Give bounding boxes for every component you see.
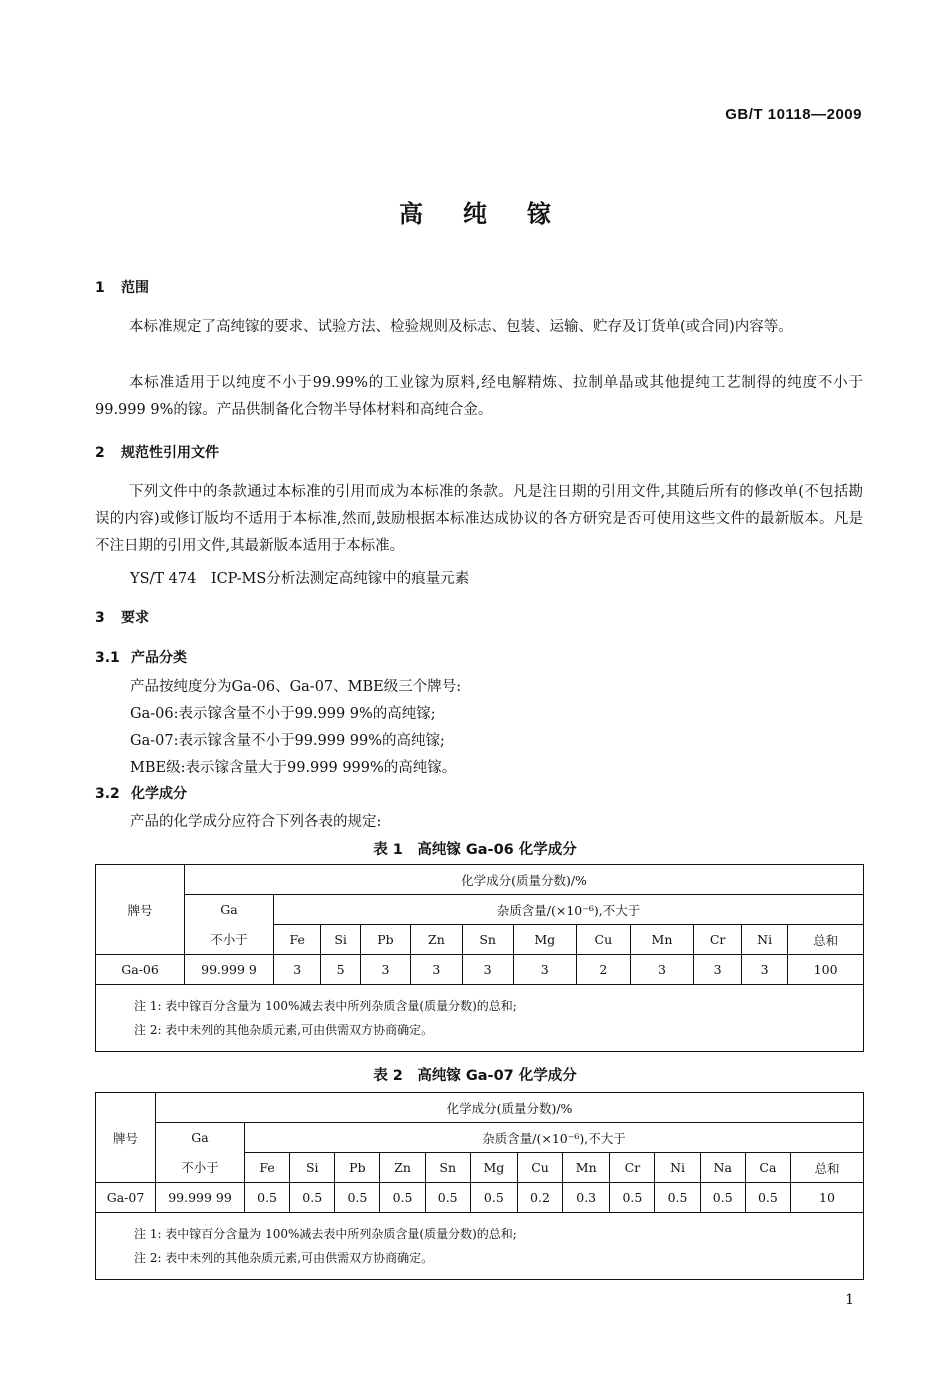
element-header: Cu — [576, 925, 630, 955]
page-number: 1 — [845, 1292, 854, 1308]
value-cell: 0.5 — [700, 1183, 745, 1213]
grade-header: 牌号 — [96, 1093, 156, 1183]
chem-composition-header: 化学成分(质量分数)/% — [185, 865, 864, 895]
section-3-2-heading — [95, 783, 187, 803]
element-header: Ni — [742, 925, 788, 955]
element-header: Cr — [694, 925, 742, 955]
element-header: Ni — [655, 1153, 700, 1183]
classification-line-2: Ga-06:表示镓含量不小于99.999 9%的高纯镓; — [130, 706, 436, 722]
element-header: Mg — [513, 925, 576, 955]
classification-line-3: Ga-07:表示镓含量不小于99.999 99%的高纯镓; — [130, 733, 445, 749]
table-notes — [96, 1213, 864, 1280]
note-2: 注 2: 表中未列的其他杂质元素,可由供需双方协商确定。 — [134, 1251, 434, 1265]
value-cell: 0.5 — [655, 1183, 700, 1213]
value-cell: 0.3 — [563, 1183, 610, 1213]
section-title: 产品分类 — [131, 650, 187, 666]
classification-line-1: 产品按纯度分为Ga-06、Ga-07、MBE级三个牌号: — [130, 679, 462, 695]
element-header: 总和 — [788, 925, 864, 955]
impurity-header: 杂质含量/(×10⁻⁶),不大于 — [245, 1123, 864, 1153]
value-cell: 10 — [791, 1183, 864, 1213]
section-1-paragraph-2: 本标准适用于以纯度不小于99.99%的工业镓为原料,经电解精炼、拉制单晶或其他提纯工艺制得的纯度不小于99.999 9%的镓。产品供制备化合物半导体材料和高纯合金。 — [95, 375, 863, 418]
element-header: Cr — [610, 1153, 655, 1183]
ga-subheader: 不小于 — [185, 925, 274, 955]
element-header: Fe — [245, 1153, 290, 1183]
classification-line-4: MBE级:表示镓含量大于99.999 999%的高纯镓。 — [130, 760, 457, 776]
element-header: Si — [290, 1153, 335, 1183]
table-notes — [96, 985, 864, 1052]
value-cell: 0.5 — [290, 1183, 335, 1213]
element-header: Na — [700, 1153, 745, 1183]
element-header: Mg — [470, 1153, 517, 1183]
section-1-heading — [95, 277, 149, 297]
value-cell: 2 — [576, 955, 630, 985]
value-cell: 0.5 — [335, 1183, 380, 1213]
element-header: Zn — [411, 925, 462, 955]
section-title: 化学成分 — [131, 786, 187, 802]
value-cell: 3 — [462, 955, 513, 985]
ga-header: Ga — [185, 895, 274, 925]
table-row — [96, 955, 864, 985]
grade-cell: Ga-06 — [96, 955, 185, 985]
section-number: 3 — [95, 610, 105, 626]
element-header: Cu — [517, 1153, 562, 1183]
value-cell: 3 — [360, 955, 410, 985]
document-title: 高纯镓 — [399, 200, 591, 228]
note-1: 注 1: 表中镓百分含量为 100%减去表中所列杂质含量(质量分数)的总和; — [134, 1227, 517, 1241]
section-number: 1 — [95, 280, 105, 296]
normative-reference: YS/T 474 ICP-MS分析法测定高纯镓中的痕量元素 — [130, 571, 470, 587]
section-title: 要求 — [121, 610, 149, 626]
value-cell: 0.5 — [610, 1183, 655, 1213]
section-1-paragraph-1: 本标准规定了高纯镓的要求、试验方法、检验规则及标志、包装、运输、贮存及订货单(或合同)内容等。 — [129, 319, 793, 335]
value-cell: 0.5 — [380, 1183, 425, 1213]
table-2-caption: 表 2 高纯镓 Ga-07 化学成分 — [373, 1068, 577, 1084]
table-row — [96, 1183, 864, 1213]
value-cell: 3 — [513, 955, 576, 985]
element-header: 总和 — [791, 1153, 864, 1183]
chemical-intro: 产品的化学成分应符合下列各表的规定: — [130, 814, 382, 830]
value-cell: 0.5 — [745, 1183, 790, 1213]
element-header: Pb — [360, 925, 410, 955]
table-1 — [95, 864, 864, 1052]
table-1-caption: 表 1 高纯镓 Ga-06 化学成分 — [373, 842, 577, 858]
ga-header: Ga — [156, 1123, 245, 1153]
grade-header: 牌号 — [96, 865, 185, 955]
value-cell: 3 — [694, 955, 742, 985]
table-2 — [95, 1092, 864, 1280]
value-cell: 0.2 — [517, 1183, 562, 1213]
section-number: 3.1 — [95, 650, 120, 666]
element-header: Si — [321, 925, 360, 955]
section-2-paragraph: 下列文件中的条款通过本标准的引用而成为本标准的条款。凡是注日期的引用文件,其随后所有的修改单(不包括勘误的内容)或修订版均不适用于本标准,然而,鼓励根据本标准达成协议的各方研究是否可使用这些文件的最新版本。凡是不注日期的引用文件,其最新版本适用于本标准。 — [95, 484, 863, 554]
element-header: Zn — [380, 1153, 425, 1183]
value-cell: 0.5 — [470, 1183, 517, 1213]
value-cell: 100 — [788, 955, 864, 985]
element-header: Mn — [563, 1153, 610, 1183]
section-number: 2 — [95, 445, 105, 461]
value-cell: 5 — [321, 955, 360, 985]
section-number: 3.2 — [95, 786, 120, 802]
section-3-1-heading — [95, 647, 187, 667]
standard-number: GB/T 10118—2009 — [725, 106, 862, 123]
section-title: 规范性引用文件 — [121, 445, 219, 461]
note-2: 注 2: 表中未列的其他杂质元素,可由供需双方协商确定。 — [134, 1023, 434, 1037]
impurity-header: 杂质含量/(×10⁻⁶),不大于 — [274, 895, 864, 925]
ga-cell: 99.999 9 — [185, 955, 274, 985]
value-cell: 3 — [742, 955, 788, 985]
value-cell: 0.5 — [245, 1183, 290, 1213]
chem-composition-header: 化学成分(质量分数)/% — [156, 1093, 864, 1123]
value-cell: 3 — [274, 955, 321, 985]
ga-cell: 99.999 99 — [156, 1183, 245, 1213]
value-cell: 0.5 — [425, 1183, 470, 1213]
section-2-heading — [95, 442, 219, 462]
element-header: Ca — [745, 1153, 790, 1183]
value-cell: 3 — [630, 955, 693, 985]
note-1: 注 1: 表中镓百分含量为 100%减去表中所列杂质含量(质量分数)的总和; — [134, 999, 517, 1013]
ga-subheader: 不小于 — [156, 1153, 245, 1183]
section-title: 范围 — [121, 280, 149, 296]
element-header: Fe — [274, 925, 321, 955]
section-3-heading — [95, 607, 149, 627]
grade-cell: Ga-07 — [96, 1183, 156, 1213]
value-cell: 3 — [411, 955, 462, 985]
element-header: Sn — [462, 925, 513, 955]
element-header: Mn — [630, 925, 693, 955]
element-header: Pb — [335, 1153, 380, 1183]
element-header: Sn — [425, 1153, 470, 1183]
